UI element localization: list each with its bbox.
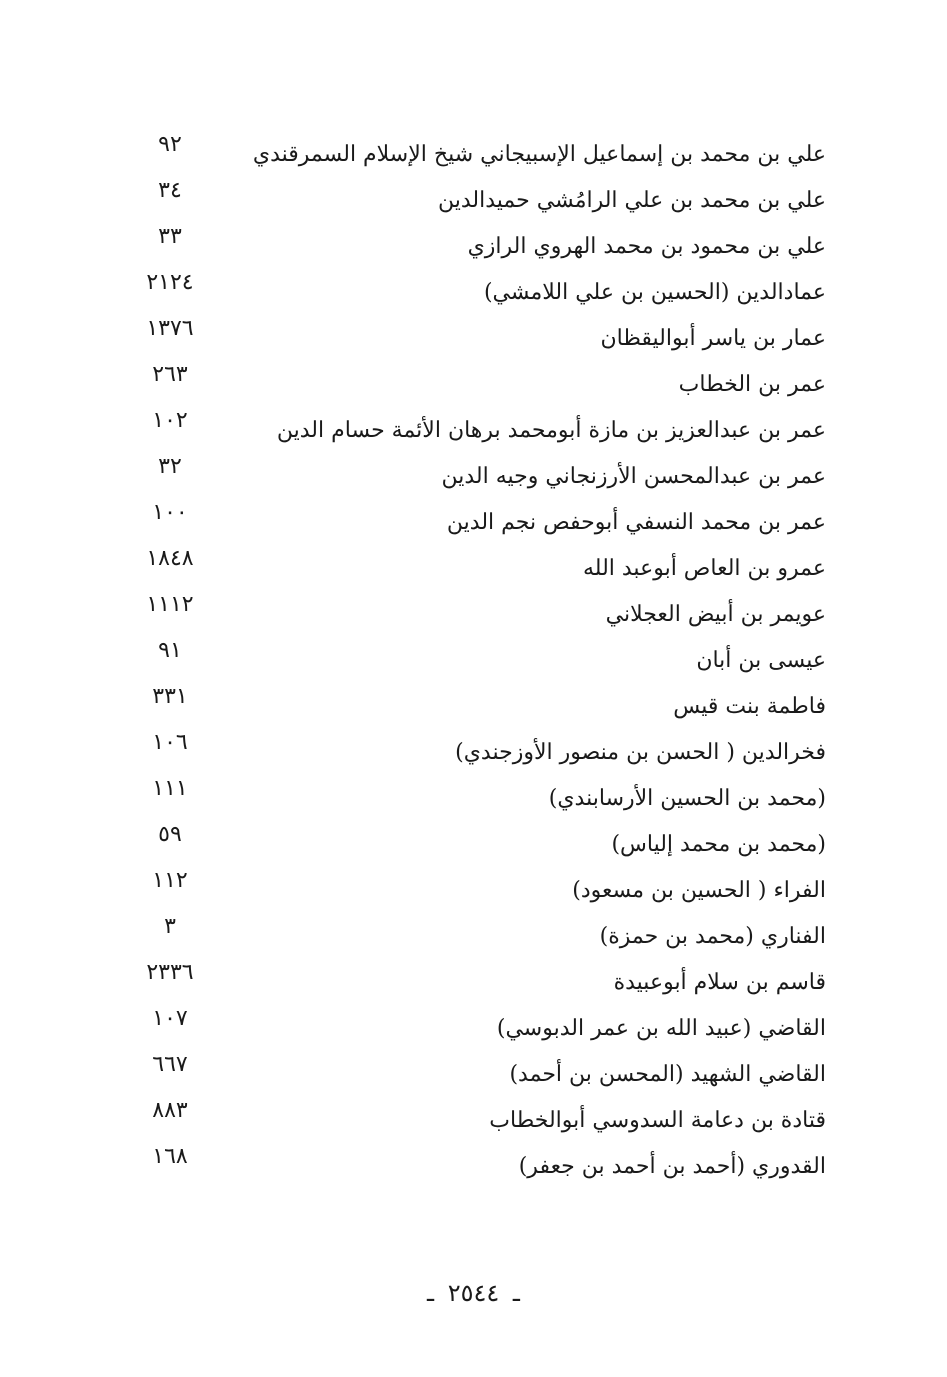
entry-page-number: ١١١ <box>152 776 188 801</box>
entry-name: فخرالدين ( الحسن بن منصور الأوزجندي) <box>455 740 826 765</box>
entry-page-number: ٣٢ <box>158 454 182 479</box>
entry-page-number: ٩٢ <box>158 132 182 157</box>
entry-name: علي بن محمد بن علي الرامُشي حميدالدين <box>438 188 826 213</box>
page-number: ٢٥٤٤ <box>447 1279 500 1307</box>
entry-name: القدوري (أحمد بن أحمد بن جعفر) <box>518 1154 826 1179</box>
entry-name: عمر بن عبدالعزيز بن مازة أبومحمد برهان الأئمة حسام الدين <box>276 418 826 443</box>
entry-name: عمر بن محمد النسفي أبوحفص نجم الدين <box>446 510 826 535</box>
entry-page-number: ٣٤ <box>158 178 182 203</box>
entry-name: (محمد بن الحسين الأرسابندي) <box>548 786 826 811</box>
entry-page-number: ٨٨٣ <box>152 1098 188 1123</box>
entry-name: عمر بن الخطاب <box>678 372 826 397</box>
entry-name: عمرو بن العاص أبوعبد الله <box>583 556 826 581</box>
index-entry <box>120 910 830 956</box>
entry-name: عمادالدين (الحسين بن علي اللامشي) <box>483 280 826 305</box>
entry-page-number: ١١٢ <box>152 868 188 893</box>
entry-page-number: ٦٦٧ <box>152 1052 188 1077</box>
entry-page-number: ٣٣ <box>158 224 182 249</box>
entry-page-number: ١١١٢ <box>146 592 194 617</box>
index-entry <box>120 818 830 864</box>
entry-name: علي بن محمد بن إسماعيل الإسبيجاني شيخ الإسلام السمرقندي <box>252 142 826 167</box>
index-entry <box>120 1002 830 1048</box>
entry-name: قاسم بن سلام أبوعبيدة <box>613 970 826 995</box>
entry-name: عيسى بن أبان <box>696 648 826 673</box>
entry-name: علي بن محمود بن محمد الهروي الرازي <box>467 234 826 259</box>
index-entry <box>120 1140 830 1186</box>
index-entry <box>120 128 830 174</box>
entry-page-number: ١٠٦ <box>152 730 188 755</box>
entry-name: الفناري (محمد بن حمزة) <box>599 924 826 949</box>
index-entry <box>120 496 830 542</box>
index-entry <box>120 266 830 312</box>
index-entry <box>120 772 830 818</box>
entry-name: عمار بن ياسر أبواليقظان <box>600 326 826 351</box>
entry-page-number: ٥٩ <box>158 822 182 847</box>
entry-page-number: ٣٣١ <box>152 684 188 709</box>
index-entry <box>120 450 830 496</box>
entry-name: القاضي الشهيد (المحسن بن أحمد) <box>509 1062 826 1087</box>
index-entry <box>120 680 830 726</box>
entry-name: (محمد بن محمد إلياس) <box>611 832 826 857</box>
index-entry <box>120 864 830 910</box>
entry-page-number: ١٠٢ <box>152 408 188 433</box>
index-entry <box>120 358 830 404</box>
entry-name: عمر بن عبدالمحسن الأرزنجاني وجيه الدين <box>441 464 826 489</box>
entry-name: قتادة بن دعامة السدوسي أبوالخطاب <box>489 1108 826 1133</box>
index-entry <box>120 220 830 266</box>
index-entry <box>120 726 830 772</box>
entry-page-number: ١٠٧ <box>152 1006 188 1031</box>
entry-page-number: ٣ <box>164 914 176 939</box>
entry-name: الفراء ( الحسين بن مسعود) <box>572 878 826 903</box>
index-entry <box>120 956 830 1002</box>
entry-name: عويمر بن أبيض العجلاني <box>605 602 826 627</box>
entry-page-number: ١٦٨ <box>152 1144 188 1169</box>
entry-page-number: ٢٣٣٦ <box>146 960 194 985</box>
index-entry <box>120 1048 830 1094</box>
index-list <box>120 128 830 1186</box>
entry-page-number: ٩١ <box>158 638 182 663</box>
entry-page-number: ٢٦٣ <box>152 362 188 387</box>
entry-page-number: ١٣٧٦ <box>146 316 194 341</box>
index-entry <box>120 312 830 358</box>
index-entry <box>120 404 830 450</box>
entry-name: فاطمة بنت قيس <box>673 694 826 719</box>
entry-page-number: ١٨٤٨ <box>146 546 194 571</box>
footer-dash-right: ـ <box>427 1279 435 1307</box>
index-entry <box>120 174 830 220</box>
index-entry <box>120 542 830 588</box>
entry-page-number: ٢١٢٤ <box>146 270 194 295</box>
entry-name: القاضي (عبيد الله بن عمر الدبوسي) <box>496 1016 826 1041</box>
page-footer <box>0 1276 947 1310</box>
index-entry <box>120 634 830 680</box>
entry-page-number: ١٠٠ <box>152 500 188 525</box>
index-entry <box>120 1094 830 1140</box>
footer-dash-left: ـ <box>512 1279 520 1307</box>
index-entry <box>120 588 830 634</box>
